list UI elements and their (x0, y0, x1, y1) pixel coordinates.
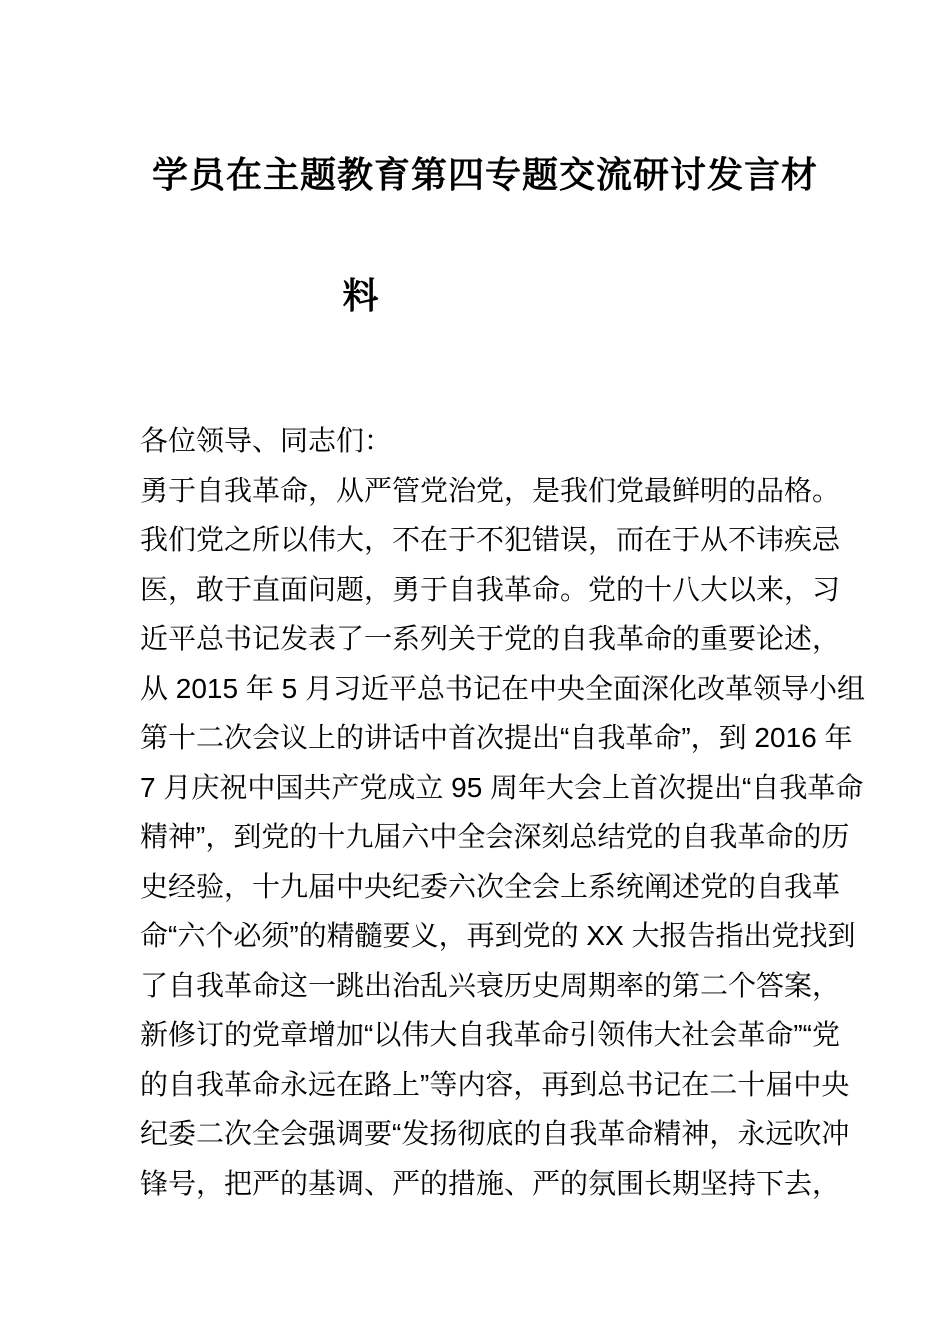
body-line: 7 月庆祝中国共产党成立 95 周年大会上首次提出“自我革命 (140, 771, 864, 803)
salutation-line: 各位领导、同志们： (140, 425, 393, 456)
title-line-2: 料 (342, 275, 380, 316)
title-line-1: 学员在主题教育第四专题交流研讨发言材 (151, 154, 818, 195)
document-body (140, 416, 865, 1208)
document-title (140, 150, 830, 321)
body-line: 新修订的党章增加“以伟大自我革命引领伟大社会革命”“党 (140, 1019, 840, 1050)
body-line: 纪委二次全会强调要“发扬彻底的自我革命精神，永远吹冲 (140, 1118, 850, 1149)
body-line: 史经验，十九届中央纪委六次全会上系统阐述党的自我革 (140, 870, 841, 902)
body-line: 了自我革命这一跳出治乱兴衰历史周期率的第二个答案， (140, 969, 841, 1001)
body-line: 命“六个必须”的精髓要义，再到党的 XX 大报告指出党找到 (140, 920, 856, 951)
body-line: 勇于自我革命，从严管党治党，是我们党最鲜明的品格。 (140, 474, 841, 506)
body-line: 的自我革命永远在路上”等内容，再到总书记在二十届中央 (140, 1068, 850, 1100)
body-line: 医，敢于直面问题，勇于自我革命。党的十八大以来，习 (140, 573, 841, 605)
body-line: 精神”，到党的十九届六中全会深刻总结党的自我革命的历 (140, 821, 850, 852)
body-line: 我们党之所以伟大，不在于不犯错误，而在于从不讳疾忌 (140, 524, 841, 555)
body-line: 锋号，把严的基调、严的措施、严的氛围长期坚持下去， (140, 1167, 841, 1199)
body-line: 第十二次会议上的讲话中首次提出“自我革命”，到 2016 年 (140, 722, 853, 753)
body-line: 从 2015 年 5 月习近平总书记在中央全面深化改革领导小组 (140, 672, 865, 704)
body-line: 近平总书记发表了一系列关于党的自我革命的重要论述， (140, 623, 841, 654)
